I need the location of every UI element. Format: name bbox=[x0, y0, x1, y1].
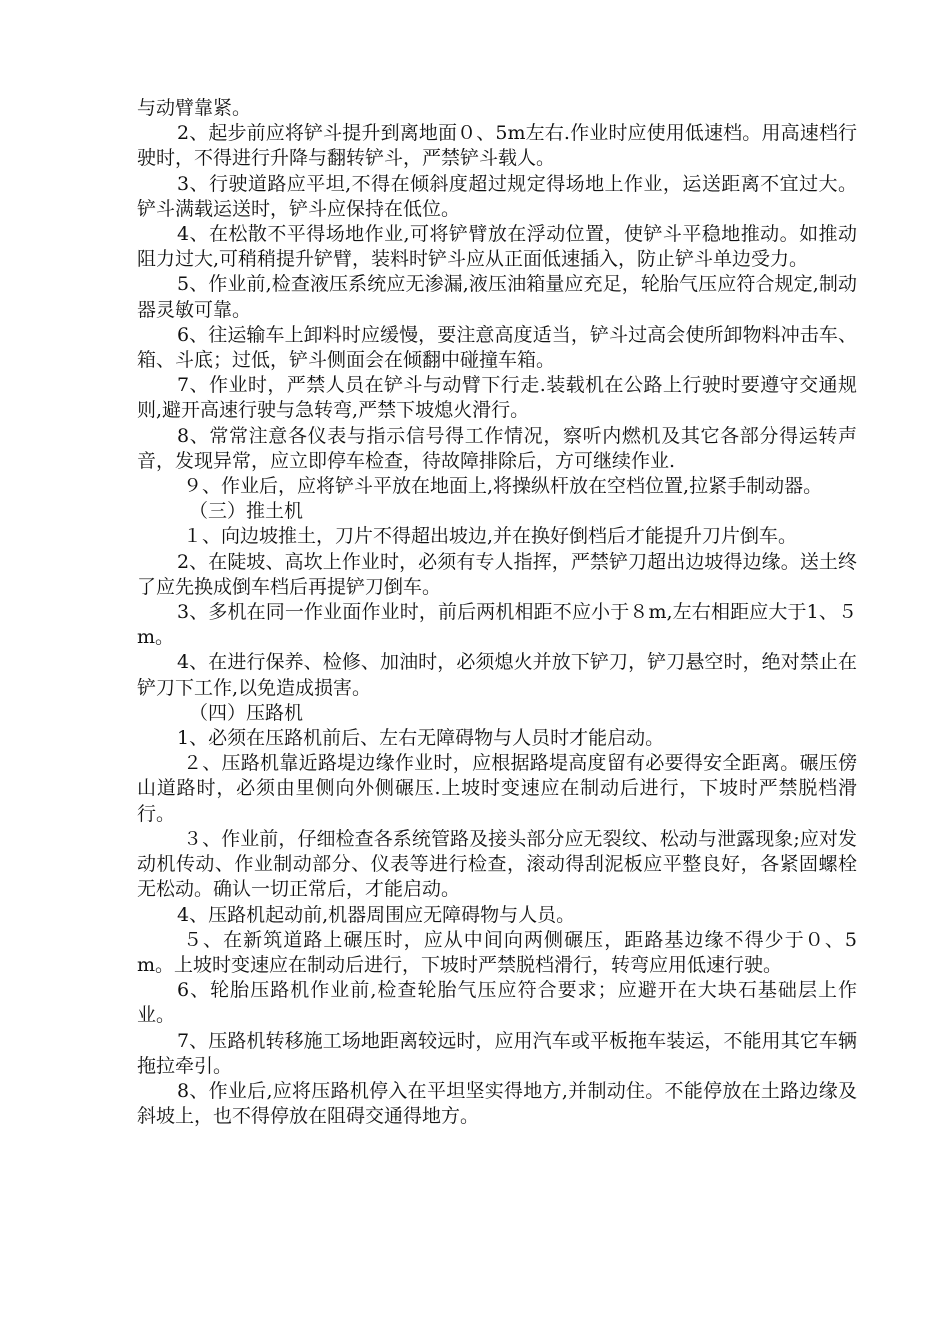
paragraph-continuation: 与动臂靠紧。 bbox=[137, 97, 252, 119]
paragraph-loader-4: 4、在松散不平得场地作业,可将铲臂放在浮动位置，使铲斗平稳地推动。如推动阻力过大,可稍稍提升铲臂，装料时铲斗应从正面低速插入，防止铲斗单边受力。 bbox=[137, 223, 857, 271]
paragraph-roller-2: ２、压路机靠近路堤边缘作业时，应根据路堤高度留有必要得安全距离。碾压傍山道路时，必须由里侧向外侧碾压.上坡时变速应在制动后进行，下坡时严禁脱档滑行。 bbox=[137, 752, 857, 825]
paragraph-loader-2: 2、起步前应将铲斗提升到离地面０、5m左右.作业时应使用低速档。用高速档行驶时，不得进行升降与翻转铲斗，严禁铲斗载人。 bbox=[137, 122, 857, 170]
section-heading-bulldozer: （三）推土机 bbox=[189, 500, 304, 523]
paragraph-roller-8: 8、作业后,应将压路机停入在平坦坚实得地方,并制动住。不能停放在土路边缘及斜坡上，也不得停放在阻碍交通得地方。 bbox=[137, 1079, 857, 1128]
paragraph-loader-6: 6、往运输车上卸料时应缓慢，要注意高度适当，铲斗过高会使所卸物料冲击车、箱、斗底；过低，铲斗侧面会在倾翻中碰撞车箱。 bbox=[137, 323, 857, 372]
paragraph-bulldozer-2: 2、在陡坡、高坎上作业时，必须有专人指挥，严禁铲刀超出边坡得边缘。送土终了应先换成倒车档后再提铲刀倒车。 bbox=[137, 550, 857, 598]
paragraph-roller-1: 1、必须在压路机前后、左右无障碍物与人员时才能启动。 bbox=[177, 727, 665, 750]
paragraph-bulldozer-4: 4、在进行保养、检修、加油时，必须熄火并放下铲刀，铲刀悬空时，绝对禁止在铲刀下工作,以免造成损害。 bbox=[137, 651, 857, 699]
paragraph-loader-7: 7、作业时，严禁人员在铲斗与动臂下行走.装载机在公路上行驶时要遵守交通规则,避开高速行驶与急转弯,严禁下坡熄火滑行。 bbox=[137, 374, 857, 422]
section-heading-roller: （四）压路机 bbox=[189, 701, 304, 724]
document-body bbox=[137, 96, 857, 1129]
paragraph-roller-5: ５、在新筑道路上碾压时，应从中间向两侧碾压，距路基边缘不得少于０、5m。上坡时变速应在制动后进行，下坡时严禁脱档滑行，转弯应用低速行驶。 bbox=[137, 928, 857, 976]
paragraph-loader-3: 3、行驶道路应平坦,不得在倾斜度超过规定得场地上作业，运送距离不宜过大。铲斗满载运送时，铲斗应保持在低位。 bbox=[137, 172, 857, 220]
paragraph-bulldozer-3: 3、多机在同一作业面作业时，前后两机相距不应小于８m,左右相距应大于1、５m。 bbox=[137, 601, 857, 649]
paragraph-bulldozer-1: １、向边坡推土，刀片不得超出坡边,并在换好倒档后才能提升刀片倒车。 bbox=[183, 525, 798, 548]
paragraph-loader-5: 5、作业前,检查液压系统应无渗漏,液压油箱量应充足，轮胎气压应符合规定,制动器灵敏可靠。 bbox=[137, 273, 857, 321]
paragraph-roller-3: ３、作业前，仔细检查各系统管路及接头部分应无裂纹、松动与泄露现象;应对发动机传动、作业制动部分、仪表等进行检查，滚动得刮泥板应平整良好，各紧固螺栓无松动。确认一切正常后，才能启动。 bbox=[137, 827, 857, 901]
paragraph-loader-9: ９、作业后，应将铲斗平放在地面上,将操纵杆放在空档位置,拉紧手制动器。 bbox=[183, 475, 823, 498]
paragraph-roller-7: 7、压路机转移施工场地距离较远时，应用汽车或平板拖车装运，不能用其它车辆拖拉牵引。 bbox=[137, 1029, 857, 1077]
paragraph-loader-8: 8、常常注意各仪表与指示信号得工作情况，察听内燃机及其它各部分得运转声音，发现异常，应立即停车检查，待故障排除后，方可继续作业. bbox=[137, 424, 857, 472]
paragraph-roller-6: 6、轮胎压路机作业前,检查轮胎气压应符合要求；应避开在大块石基础层上作业。 bbox=[137, 979, 857, 1027]
paragraph-roller-4: 4、压路机起动前,机器周围应无障碍物与人员。 bbox=[177, 903, 576, 926]
